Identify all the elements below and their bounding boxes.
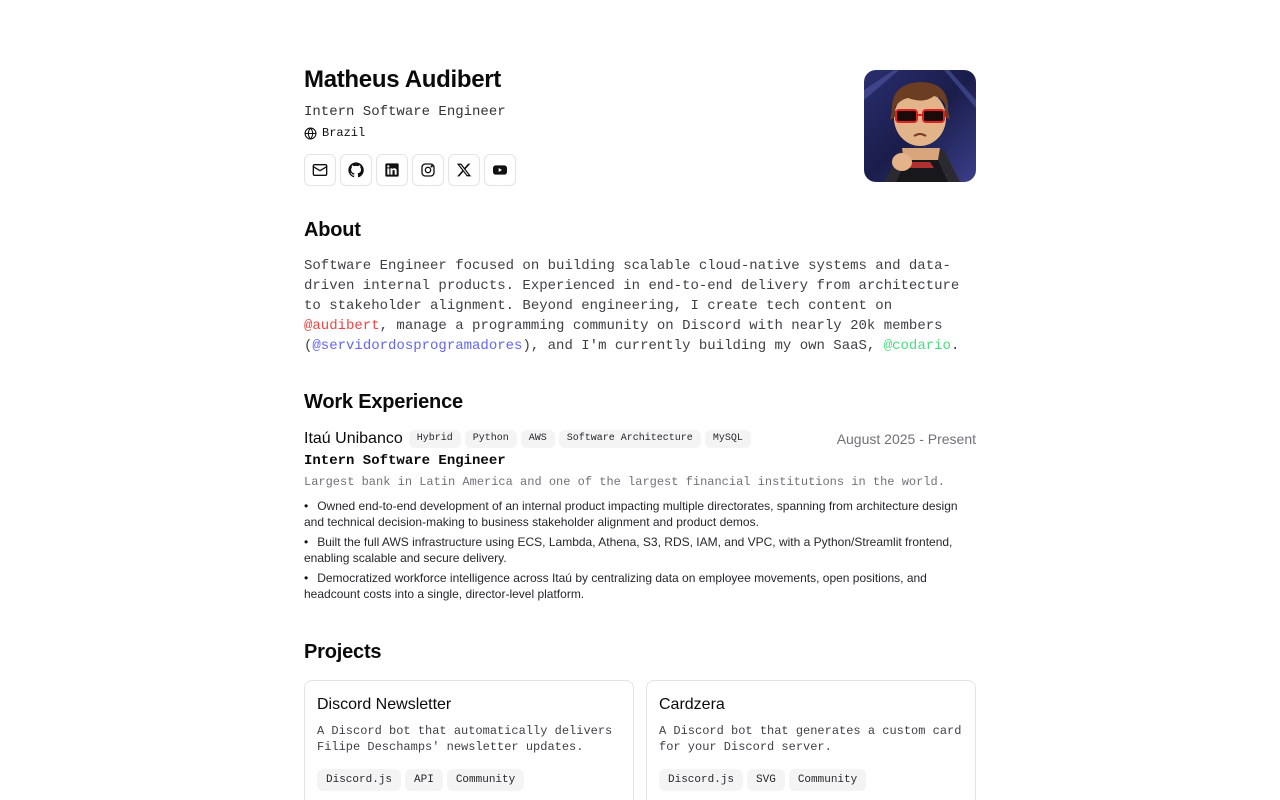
github-link-button[interactable] <box>340 154 372 186</box>
x-link-button[interactable] <box>448 154 480 186</box>
project-tag: SVG <box>747 769 785 791</box>
job-tag: Software Architecture <box>559 430 701 448</box>
globe-icon <box>304 127 317 140</box>
mail-icon <box>312 162 328 178</box>
job-tag: AWS <box>521 430 555 448</box>
job-header-left <box>304 430 751 448</box>
linkedin-link-button[interactable] <box>376 154 408 186</box>
work-experience-section <box>304 388 976 602</box>
svg-text:.: . <box>946 172 948 178</box>
projects-section <box>304 638 976 800</box>
linkedin-icon <box>384 162 400 178</box>
x-icon <box>456 162 472 178</box>
about-text-part3: ), and I'm currently building my own SaaS, <box>522 338 884 354</box>
profile-header <box>304 64 976 216</box>
instagram-link-button[interactable] <box>412 154 444 186</box>
avatar <box>864 70 976 182</box>
job-bullet: • Democratized workforce intelligence across Itaú by centralizing data on employee movements, open positions, and headcount costs into a single, director-level platform. <box>304 570 976 602</box>
audibert-link[interactable]: @audibert <box>304 318 380 334</box>
project-tag: Discord.js <box>317 769 401 791</box>
profile-name: Matheus Audibert <box>304 66 501 93</box>
social-links <box>304 154 516 186</box>
profile-info <box>304 64 516 186</box>
job-entry <box>304 430 976 602</box>
projects-heading: Projects <box>304 641 382 663</box>
job-bullets <box>304 498 976 602</box>
instagram-icon <box>420 162 436 178</box>
about-section <box>304 216 976 356</box>
portfolio-page <box>304 0 976 800</box>
codario-link[interactable]: @codario <box>883 338 951 354</box>
about-text-part1: Software Engineer focused on building scalable cloud-native systems and data-driven internal products. Experienced in end-to-end delivery from architecture to stakeholder alignment. Beyond engineering, I create tech content on <box>304 258 960 314</box>
job-bullet: • Built the full AWS infrastructure using ECS, Lambda, Athena, S3, RDS, IAM, and VPC, with a Python/Streamlit frontend, enabling scalable and secure delivery. <box>304 534 976 566</box>
project-title: Discord Newsletter <box>317 696 452 713</box>
github-icon <box>348 162 364 178</box>
project-tag: Discord.js <box>659 769 743 791</box>
about-text <box>304 256 976 356</box>
email-link-button[interactable] <box>304 154 336 186</box>
project-description: A Discord bot that generates a custom card for your Discord server. <box>659 724 962 754</box>
profile-role: Intern Software Engineer <box>304 104 506 120</box>
job-date: August 2025 - Present <box>836 431 976 447</box>
avatar-illustration <box>864 70 976 182</box>
job-tag: Python <box>465 430 517 448</box>
location-label: Brazil <box>322 126 366 140</box>
project-cards <box>304 680 976 800</box>
project-tag: Community <box>447 769 524 791</box>
project-card-discord-newsletter[interactable] <box>304 680 634 800</box>
company-name[interactable]: Itaú Unibanco <box>304 430 403 447</box>
job-header <box>304 430 976 448</box>
project-tags <box>659 769 963 791</box>
about-text-part4: . <box>950 338 960 354</box>
youtube-link-button[interactable] <box>484 154 516 186</box>
project-description: A Discord bot that automatically delivers Filipe Deschamps' newsletter updates. <box>317 724 613 754</box>
project-tag: API <box>405 769 443 791</box>
work-heading: Work Experience <box>304 391 463 413</box>
profile-location <box>304 125 516 141</box>
servidordosprogramadores-link[interactable]: @servidordosprogramadores <box>312 338 523 354</box>
job-description: Largest bank in Latin America and one of the largest financial institutions in the world. <box>304 475 945 489</box>
project-tags <box>317 769 621 791</box>
project-tag: Community <box>789 769 866 791</box>
project-title: Cardzera <box>659 696 725 713</box>
job-tag: Hybrid <box>409 430 461 448</box>
about-text-part2: , manage a programming community on Discord with nearly 20k members ( <box>304 318 943 354</box>
job-title: Intern Software Engineer <box>304 453 506 469</box>
youtube-icon <box>492 162 508 178</box>
job-tag: MySQL <box>705 430 751 448</box>
job-bullet: • Owned end-to-end development of an internal product impacting multiple directorates, spanning from architecture design and technical decision-making to business stakeholder alignment and product demos. <box>304 498 976 530</box>
about-heading: About <box>304 219 361 241</box>
project-card-cardzera[interactable] <box>646 680 976 800</box>
